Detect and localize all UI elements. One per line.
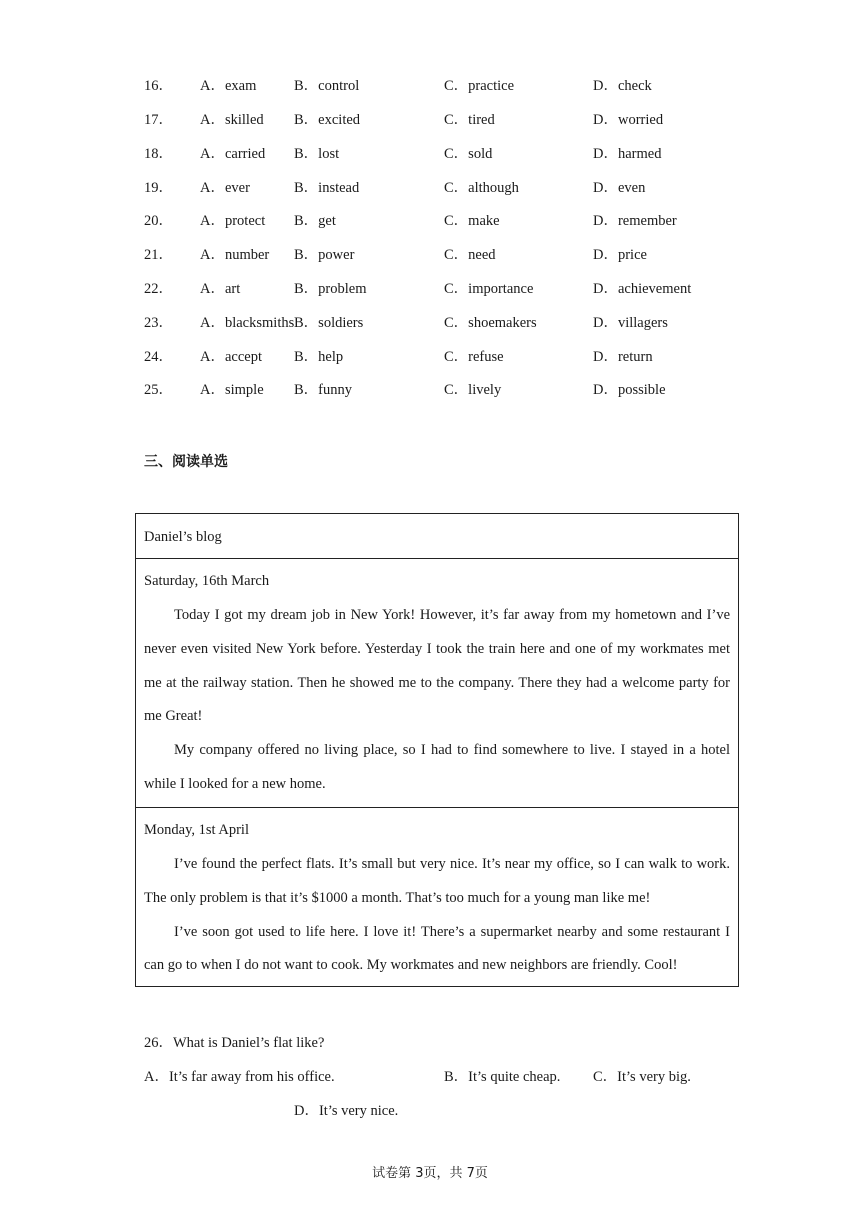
question-number: 24． (144, 349, 173, 365)
entry-paragraph: Today I got my dream job in New York! However, it’s far away from my hometown and I’ve never even visited New York before. Yesterday I took the train here and one of my workmates met me at the railway station. Then he showed me to the company. There they had a welcome party for me Great! (144, 607, 730, 725)
option-d: D．check (593, 78, 652, 94)
option-d: D．remember (593, 213, 677, 229)
option-b: B．power (294, 247, 355, 263)
option-row (144, 345, 744, 365)
option-a: A．protect (200, 213, 266, 229)
option-b: B．funny (294, 382, 352, 398)
entry-paragraph: I’ve soon got used to life here. I love it! There’s a supermarket nearby and some restaurant I can go to when I do not want to cook. My workmates and new neighbors are friendly. Cool! (144, 923, 730, 974)
option-b: B．get (294, 213, 336, 229)
entry-date: Saturday, 16th March (144, 573, 270, 589)
question-number: 21． (144, 247, 173, 263)
option-d: D．price (593, 247, 647, 263)
option-c: C．tired (444, 112, 495, 128)
option-row (144, 108, 744, 128)
option-b: B．help (294, 349, 344, 365)
blog-title: Daniel’s blog (136, 514, 738, 559)
entry-body (144, 599, 730, 802)
question-number: 22． (144, 281, 173, 297)
question-number: 23． (144, 315, 173, 331)
question-number: 16． (144, 78, 173, 94)
option-c: C．importance (444, 281, 534, 297)
page-footer: 试卷第 3页，共 7页 (372, 1166, 488, 1181)
answer-option-c: C．It’s very big. (593, 1069, 691, 1085)
option-row (144, 209, 744, 229)
option-a: A．art (200, 281, 241, 297)
option-a: A．ever (200, 180, 250, 196)
option-d: D．harmed (593, 146, 662, 162)
option-c: C．sold (444, 146, 493, 162)
option-a: A．exam (200, 78, 257, 94)
entry-paragraph: I’ve found the perfect flats. It’s small but very nice. It’s near my office, so I can walk to work. The only problem is that it’s $1000 a month. That’s too much for a young man like me! (144, 856, 730, 906)
option-a: A．skilled (200, 112, 264, 128)
option-a: A．number (200, 247, 270, 263)
option-row (144, 176, 744, 196)
option-c: C．practice (444, 78, 515, 94)
question-number: 17． (144, 112, 173, 128)
option-c: C．need (444, 247, 496, 263)
question-stem: 26．What is Daniel’s flat like? (144, 1035, 325, 1051)
entry-date: Monday, 1st April (144, 822, 249, 838)
question-number: 20． (144, 213, 173, 229)
option-d: D．even (593, 180, 646, 196)
option-b: B．lost (294, 146, 340, 162)
section-title: 三、阅读单选 (144, 454, 228, 470)
answer-option-b: B．It’s quite cheap. (444, 1069, 561, 1085)
option-row (144, 74, 744, 94)
option-c: C．make (444, 213, 500, 229)
option-c: C．lively (444, 382, 502, 398)
option-c: C．refuse (444, 349, 504, 365)
option-d: D．villagers (593, 315, 668, 331)
answer-option-a: A．It’s far away from his office. (144, 1069, 335, 1085)
blog-box (135, 513, 739, 987)
option-d: D．return (593, 349, 653, 365)
question-number: 25． (144, 382, 173, 398)
option-b: B．instead (294, 180, 360, 196)
option-row (144, 311, 744, 331)
entry-paragraph: My company offered no living place, so I had to find somewhere to live. I stayed in a hotel while I looked for a new home. (144, 742, 730, 792)
option-b: B．soldiers (294, 315, 364, 331)
option-d: D．worried (593, 112, 664, 128)
option-c: C．although (444, 180, 519, 196)
option-a: A．blacksmiths (200, 315, 295, 331)
option-b: B．problem (294, 281, 367, 297)
option-row (144, 142, 744, 162)
answer-option-d: D．It’s very nice. (294, 1103, 399, 1119)
option-b: B．excited (294, 112, 361, 128)
question-number: 18． (144, 146, 173, 162)
option-a: A．accept (200, 349, 262, 365)
question-number: 19． (144, 180, 173, 196)
option-d: D．achievement (593, 281, 692, 297)
option-b: B．control (294, 78, 360, 94)
entry-body (144, 848, 730, 983)
option-d: D．possible (593, 382, 666, 398)
option-row (144, 243, 744, 263)
blog-entry (136, 559, 738, 808)
option-row (144, 378, 744, 398)
option-a: A．carried (200, 146, 266, 162)
option-row (144, 277, 744, 297)
option-c: C．shoemakers (444, 315, 537, 331)
option-a: A．simple (200, 382, 264, 398)
